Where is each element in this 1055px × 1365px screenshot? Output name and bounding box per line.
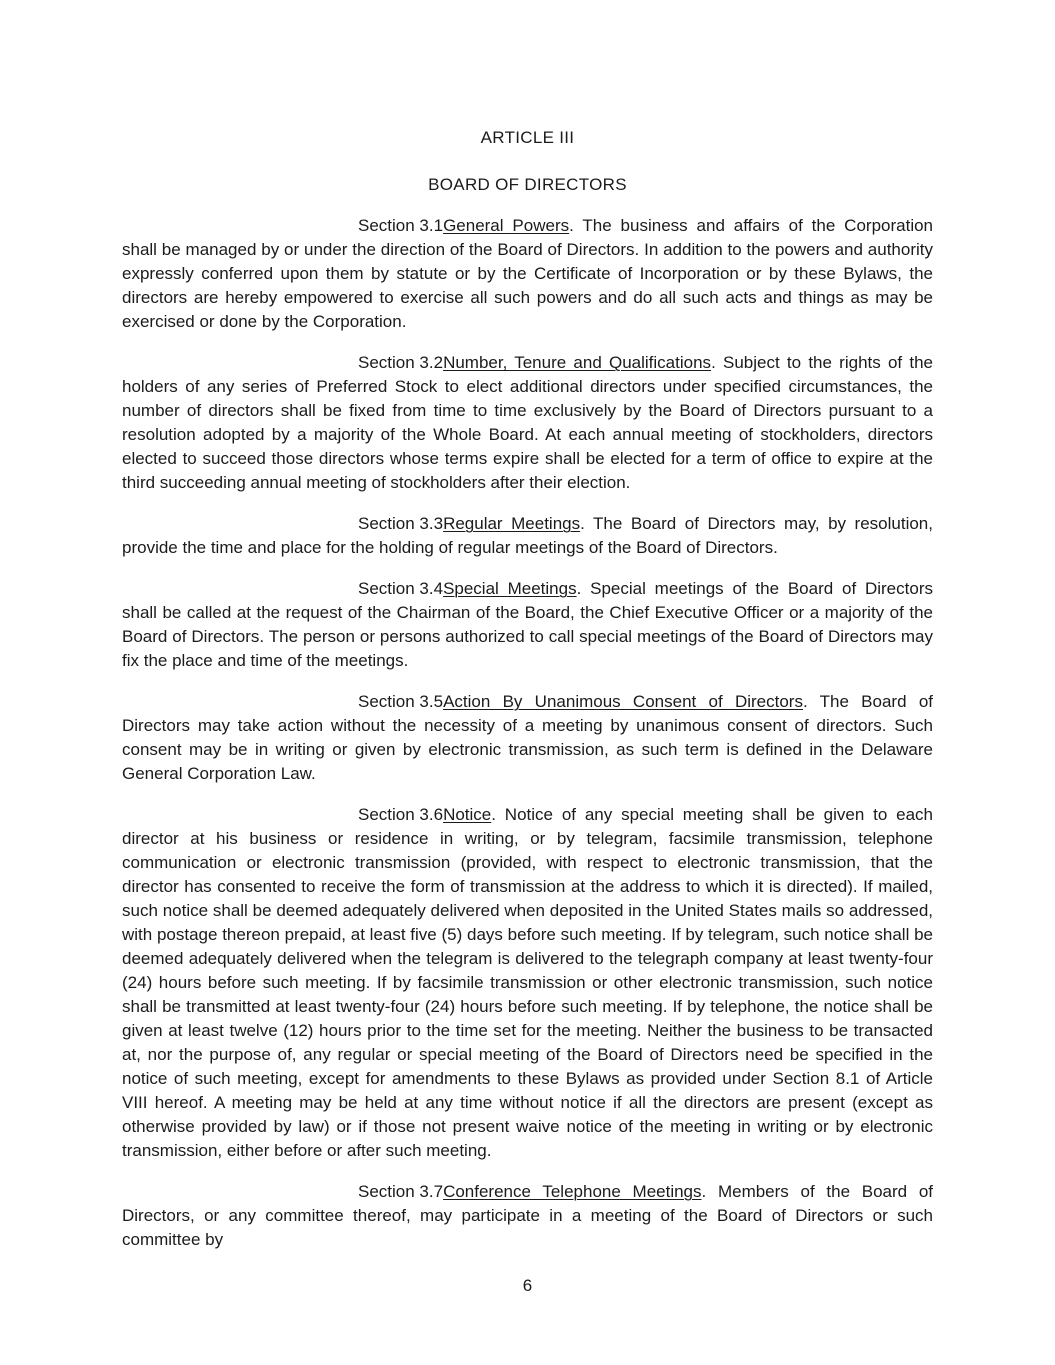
- section-3-6-body: . Notice of any special meeting shall be given to each director at his business or residence in writing, or by telegram, facsimile transmission, telephone communication or electronic transmission (provided, with respect to electronic transmission, that the director has consented to receive the form of transmission at the address to which it is directed). If mailed, such notice shall be deemed adequately delivered when deposited in the United States mails so addressed, with postage thereon prepaid, at least five (5) days before such meeting. If by telegram, such notice shall be deemed adequately delivered when the telegram is delivered to the telegraph company at least twenty-four (24) hours before such meeting. If by facsimile transmission or other electronic transmission, such notice shall be transmitted at least twenty-four (24) hours before such meeting. If by telephone, the notice shall be given at least twelve (12) hours prior to the time set for the meeting. Neither the business to be transacted at, nor the purpose of, any regular or special meeting of the Board of Directors need be specified in the notice of such meeting, except for amendments to these Bylaws as provided under Section 8.1 of Article VIII hereof. A meeting may be held at any time without notice if all the directors are present (except as otherwise provided by law) or if those not present waive notice of the meeting in writing or by electronic transmission, either before or after such meeting.: [122, 805, 933, 1160]
- article-title: ARTICLE III: [480, 128, 575, 147]
- page-number: 6: [522, 1276, 533, 1295]
- section-3-5-body: . The Board of Directors may take action without the necessity of a meeting by unanimous consent of directors. Such consent may be in writing or given by electronic transmission, as such term is defined in the Delaware General Corporation Law.: [122, 692, 933, 783]
- section-3-4-heading: Special Meetings: [443, 579, 577, 598]
- section-3-2-heading: Number, Tenure and Qualifications: [443, 353, 712, 372]
- section-3-3-paragraph: [122, 512, 933, 560]
- section-3-2-body: . Subject to the rights of the holders of any series of Preferred Stock to elect additional directors under specified circumstances, the number of directors shall be fixed from time to time exclusively by the Board of Directors pursuant to a resolution adopted by a majority of the Whole Board. At each annual meeting of stockholders, directors elected to succeed those directors whose terms expire shall be elected for a term of office to expire at the third succeeding annual meeting of stockholders after their election.: [122, 353, 933, 492]
- section-3-5-paragraph: [122, 690, 933, 786]
- section-3-1-body: . The business and affairs of the Corporation shall be managed by or under the direction of the Board of Directors. In addition to the powers and authority expressly conferred upon them by statute or by the Certificate of Incorporation or by these Bylaws, the directors are hereby empowered to exercise all such powers and do all such acts and things as may be exercised or done by the Corporation.: [122, 216, 934, 331]
- section-3-6-paragraph: [122, 803, 933, 1163]
- section-3-7-paragraph: [122, 1180, 933, 1252]
- section-3-1-paragraph: [122, 214, 933, 334]
- article-subtitle: BOARD OF DIRECTORS: [428, 175, 627, 194]
- section-3-7-label: Section 3.7: [358, 1182, 444, 1201]
- section-3-1-heading: General Powers: [443, 216, 570, 235]
- section-3-6-label: Section 3.6: [358, 805, 444, 824]
- section-3-2-paragraph: [122, 351, 933, 495]
- section-3-3-heading: Regular Meetings: [443, 514, 581, 533]
- section-3-3-label: Section 3.3: [358, 514, 444, 533]
- section-3-2-label: Section 3.2: [358, 353, 444, 372]
- section-3-3-body: . The Board of Directors may, by resolution, provide the time and place for the holding of regular meetings of the Board of Directors.: [122, 514, 933, 557]
- section-3-7-body: . Members of the Board of Directors, or any committee thereof, may participate in a meeting of the Board of Directors or such committee by: [122, 1182, 933, 1249]
- section-3-4-label: Section 3.4: [358, 579, 444, 598]
- section-3-7-heading: Conference Telephone Meetings: [443, 1182, 702, 1201]
- section-3-5-heading: Action By Unanimous Consent of Directors: [443, 692, 803, 711]
- section-3-6-heading: Notice: [443, 805, 492, 824]
- section-3-4-paragraph: [122, 577, 933, 673]
- section-3-1-label: Section 3.1: [358, 216, 444, 235]
- section-3-5-label: Section 3.5: [358, 692, 444, 711]
- section-3-4-body: . Special meetings of the Board of Directors shall be called at the request of the Chairman of the Board, the Chief Executive Officer or a majority of the Board of Directors. The person or persons authorized to call special meetings of the Board of Directors may fix the place and time of the meetings.: [122, 579, 933, 670]
